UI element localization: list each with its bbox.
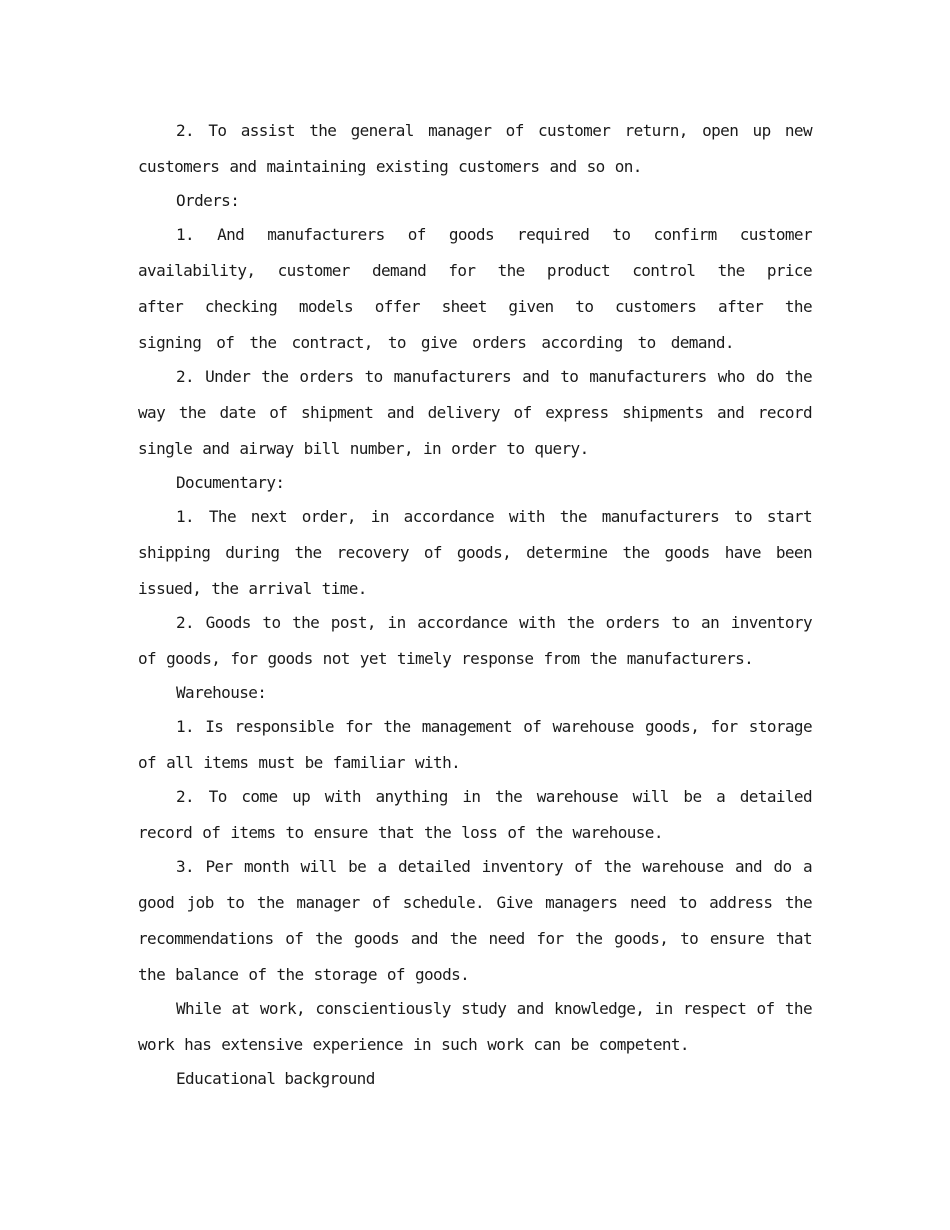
document-body	[138, 113, 812, 1095]
paragraph-warehouse-1: 1. Is responsible for the management of warehouse goods, for storage of all items must be familiar with.	[138, 717, 812, 772]
section-heading-orders: Orders:	[176, 191, 240, 210]
section-heading-education: Educational background	[176, 1069, 375, 1088]
paragraph-warehouse-3: 3. Per month will be a detailed inventory of the warehouse and do a good job to the manager of schedule. Give managers need to address the recommendations of the goods and the need for the goods, to ensure that the balance of the storage of goods.	[138, 857, 812, 984]
paragraph-customer-assist: 2. To assist the general manager of customer return, open up new customers and maintaining existing customers and so on.	[138, 121, 812, 176]
section-heading-documentary: Documentary:	[176, 473, 285, 492]
paragraph-orders-1: 1. And manufacturers of goods required to confirm customer availability, customer demand for the product control the price after checking models offer sheet given to customers after the signing of the contract, to give orders according to demand.	[138, 225, 812, 352]
paragraph-orders-2: 2. Under the orders to manufacturers and to manufacturers who do the way the date of shipment and delivery of express shipments and record single and airway bill number, in order to query.	[138, 367, 812, 458]
section-heading-warehouse: Warehouse:	[176, 683, 267, 702]
paragraph-work-summary: While at work, conscientiously study and knowledge, in respect of the work has extensive experience in such work can be competent.	[138, 999, 812, 1054]
paragraph-documentary-1: 1. The next order, in accordance with the manufacturers to start shipping during the recovery of goods, determine the goods have been issued, the arrival time.	[138, 507, 812, 598]
paragraph-documentary-2: 2. Goods to the post, in accordance with the orders to an inventory of goods, for goods not yet timely response from the manufacturers.	[138, 613, 812, 668]
paragraph-warehouse-2: 2. To come up with anything in the warehouse will be a detailed record of items to ensure that the loss of the warehouse.	[138, 787, 812, 842]
